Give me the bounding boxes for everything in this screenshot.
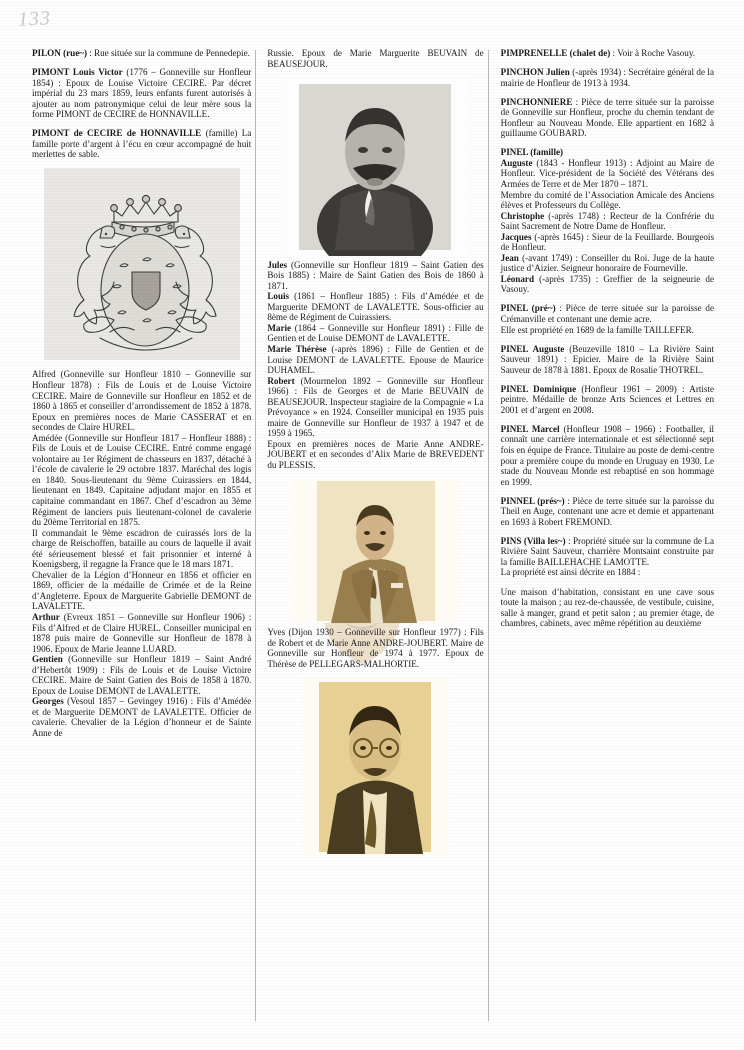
closing-description-paragraph: Une maison d’habitation, consistant en une cave sous toute la maison ; au rez-de-chaussée, de vestibule, cuisine, salle à manger, grand et petit salon ; au premier étage, de chambres, cabinets, avec même répétition au deuxième	[500, 586, 714, 629]
entry-head: PINCHON Julien	[500, 67, 570, 78]
person-pinel-jean	[501, 253, 714, 274]
coat-of-arms-figure	[32, 168, 251, 360]
person-alfred	[32, 369, 251, 432]
person-pinel-jacques	[501, 232, 714, 253]
entry-pinnel-pres	[501, 496, 714, 528]
coat-of-arms-icon	[44, 168, 240, 360]
entry-pinel-famille-head	[501, 147, 714, 158]
page-number-annotation: 133	[17, 7, 52, 31]
column-2-content	[267, 48, 483, 856]
person-text: (Gonneville sur Honfleur 1819 – Saint André d’Hebertôt 1909) : Fils de Louis et de Louise Victoire CECIRE. Maire de Saint Gatien des Bois de 1858 à 1870. Epoux de Louise DEMONT de LAVALETTE.	[32, 654, 252, 696]
person-text: (1861 – Honfleur 1885) : Fils d’Amédée et de Marguerite DEMONT de LAVALETTE. Sous-officier au 8ème de Régiment de Cuirassiers.	[267, 291, 484, 323]
portrait-photo-young-man-glasses	[301, 678, 449, 856]
portrait-photo-man-in-suit	[291, 479, 459, 623]
person-name: Christophe	[500, 210, 545, 221]
column-1	[28, 48, 255, 1023]
entry-body: : Voir à Roche Vasouy.	[610, 48, 696, 58]
person-jules	[267, 260, 483, 292]
person-name: Marie	[267, 322, 292, 333]
person-amedee	[32, 433, 251, 528]
entry-head: PINCHONNIERE	[500, 96, 573, 107]
person-name: Jean	[500, 252, 519, 263]
entry-body: (1776 – Gonneville sur Honfleur 1854) : Epoux de Louise Victoire CECIRE. Par décret impérial du 23 mars 1859, leurs enfants furent autorisés à ajouter au nom patronymique celui de leur mère sous la forme PIMONT de CECIRE de HONNAVILLE.	[32, 67, 252, 120]
portrait-photo-mustached-man	[283, 78, 468, 256]
entry-pilon	[32, 48, 251, 59]
person-name: Yves	[267, 627, 286, 638]
person-text: (Gonneville sur Honfleur 1810 – Gonneville sur Honfleur 1878) : Fils de Louis et de Louise Victoire CECIRE. Maire de Gonneville sur Honfleur en 1852 et de 1860 à 1865 et conseiller d’arrondissement de 1852 à 1878. Epoux en premières noces de Marie CASSERAT et en secondes de Claire HUREL.	[32, 369, 252, 433]
person-text: Chevalier de la Légion d’Honneur en 1856 et officier en 1869, officier de la médaille de Crimée et de la Reine d’Angleterre. Epoux de Marguerite Gabrielle DEMONT de LAVALETTE.	[32, 569, 252, 612]
person-text: Epoux en premières noces de Marie Anne ANDRE-JOUBERT et en secondes d’Alix Marie de BREVEDENT du PLESSIS.	[267, 438, 484, 470]
entry-head: PINEL Dominique	[500, 383, 577, 394]
person-name: Jules	[267, 259, 288, 270]
person-pinel-christophe	[501, 211, 714, 232]
entry-body: (famille) La famille porte d’argent à l’écu en cœur accompagné de huit merlettes de sable.	[32, 128, 252, 160]
person-marie-therese	[267, 344, 483, 376]
person-arthur	[32, 612, 251, 654]
portrait-photo-2-drawing	[291, 479, 459, 623]
portrait-photo-1-drawing	[283, 78, 468, 256]
person-amedee-continued-2	[32, 570, 251, 612]
entry-pinel-auguste	[501, 344, 714, 376]
person-name: Alfred	[32, 369, 56, 380]
entry-pinel-dominique	[501, 384, 714, 416]
person-robert	[267, 376, 483, 439]
person-text: (-après 1735) : Greffier de la seigneurie de Vasouy.	[500, 273, 714, 295]
entry-body: : Pièce de terre située sur la paroisse de Gonneville sur Honfleur, proche du chemin tendant de Honfleur au Nouveau Monde. Elle appartient en 1682 à guillaume GOUBARD.	[500, 96, 714, 139]
person-louis	[267, 291, 483, 323]
entry-body: : Rue située sur la commune de Pennedepie.	[87, 48, 250, 58]
entry-head: PIMONT de CECIRE de HONNAVILLE	[32, 128, 202, 139]
person-text: (-après 1645) : Sieur de la Feuillarde. Bourgeois de Honfleur.	[500, 231, 714, 253]
person-georges	[32, 696, 251, 738]
entry-body: (Beuzeville 1810 – La Rivière Saint Sauveur 1891) : Epicier. Maire de la Rivière Saint Sauveur de 1878 à 1881. Epoux de Rosalie THOTREL.	[500, 343, 714, 375]
person-text: (Gonneville sur Honfleur 1819 – Saint Gatien des Bois 1885) : Maire de Saint Gatien des Bois de 1860 à 1871.	[267, 259, 484, 291]
person-text: (-après 1748) : Recteur de la Confrérie du Saint Sacrement de Notre Dame de Honfleur.	[500, 210, 714, 232]
person-text: (Gonneville sur Honfleur 1817 – Honfleur 1888) : Fils de Louis et de Louise CECIRE. Entré comme engagé volontaire au 1er Régiment de chasseurs en 1837, détaché à l’école de cavalerie le 29 octobre 1837. Maréchal des logis en 1840. Sous-lieutenant du 9ème Cuirassiers en 1844, lieutenant en 1849. Capitaine adjudant major en 1855 et capitaine commandant en 1867. Chef d’escadron au 3ème Régiment de lanciers puis lieutenant-colonel de cavalerie du 20ème Territorial en 1875.	[32, 432, 252, 528]
person-text: Il commandait le 9ème escadron de cuirassés lors de la charge de Reischoffen, bataille au cours de laquelle il avait été sérieusement blessé et fait prisonnier et interné à Koenigsberg, il regagne la France que le 18 mars 1871.	[32, 527, 252, 570]
person-name: Léonard	[500, 273, 535, 284]
entry-head: PINEL Marcel	[500, 423, 560, 434]
person-text: Membre du comité de l’Association Amicale des Anciens élèves et Professeurs du Collège.	[500, 189, 714, 211]
entry-pimont-louis-victor	[32, 67, 251, 120]
entry-pinel-pre-extra: Elle est propriété en 1689 de la famille TAILLEFER.	[500, 324, 694, 335]
person-name: Gentien	[32, 654, 63, 665]
entry-body: (Honfleur 1961 – 2009) : Artiste peintre. Médaille de bronze Arts Sciences et Lettres en 2001 et d’argent en 2008.	[500, 383, 714, 415]
entry-pinel-pre	[501, 303, 714, 324]
person-text: (1843 - Honfleur 1913) : Adjoint au Maire de Honfleur. Vice-président de la Société des Vétérans des Armées de Terre et de Mer 1870 – 1871.	[500, 157, 714, 189]
person-robert-continued	[267, 439, 483, 471]
entry-pinel-marcel	[501, 424, 714, 487]
entry-body: : Pièce de terre située sur la paroisse du Theil en Auge, contenant une acre et demie et appartenant en 1693 à Robert FREMOND.	[500, 495, 714, 527]
entry-pins-villa-les	[501, 536, 714, 568]
person-marie	[267, 323, 483, 344]
person-text: (-avant 1749) : Conseiller du Roi. Juge de la haute justice d’Aizier. Seigneur honoraire de Fourneville.	[500, 252, 714, 274]
person-text: (Mourmelon 1892 – Gonneville sur Honfleur 1966) : Fils de Georges et de Marie BEUVAIN de BEAUSEJOUR. Inspecteur stagiaire de la Compagnie « La Prévoyance » en 1924. Conseiller municipal en 1935 puis maire de Gonneville sur Honfleur de 1937 à 1947 et de 1959 à 1965.	[267, 375, 484, 439]
person-text: (Vesoul 1857 – Gevingey 1916) : Fils d’Amédée et de Marguerite DEMONT de LAVALETTE. Officier de cavalerie. Chevalier de la Légion d’honneur et de Sainte Anne de	[32, 696, 252, 739]
entry-head: PINEL (famille)	[500, 147, 564, 158]
entry-head: PINS (Villa les~)	[500, 535, 566, 546]
person-name: Louis	[267, 291, 290, 302]
person-name: Amédée	[32, 432, 63, 443]
column-3	[489, 48, 718, 1023]
person-name: Robert	[267, 375, 295, 386]
person-text: (-après 1896) : Fille de Gentien et de Louise DEMONT de LAVALETTE. Epouse de Maurice DUHAMEL.	[267, 343, 484, 376]
person-yves	[267, 627, 483, 669]
entry-head: PIMONT Louis Victor	[32, 67, 123, 78]
entry-body: (-après 1934) : Secrétaire général de la mairie de Honfleur de 1913 à 1934.	[500, 67, 714, 88]
entry-head: PINEL (pré~)	[500, 303, 556, 314]
entry-body: : Propriété située sur la commune de La Rivière Saint Sauveur, charrière Montsaint construite par la famille BAILLEHACHE LAMOTTE.	[500, 535, 714, 567]
continuation-from-column-1: Russie. Epoux de Marie Marguerite BEUVAIN de BEAUSEJOUR.	[267, 48, 484, 69]
coat-of-arms-drawing	[44, 168, 240, 360]
person-gentien	[32, 654, 251, 696]
person-text: (Evreux 1851 – Gonneville sur Honfleur 1906) : Fils d’Alfred et de Claire HUREL. Conseiller municipal en 1878 puis maire de Gonneville sur Honfleur de 1878 à 1906. Epoux de Marie Jeanne LUARD.	[32, 612, 252, 654]
person-text: (1864 – Gonneville sur Honfleur 1891) : Fille de Gentien et de Louise DEMONT de LAVALETTE.	[267, 322, 484, 344]
person-name: Auguste	[500, 157, 533, 168]
person-pinel-auguste-continued	[501, 190, 714, 211]
entry-head: PINEL Auguste	[500, 343, 565, 354]
entry-pins-villa-les-extra: La propriété est ainsi décrite en 1884 :	[500, 567, 641, 578]
entry-pimont-de-cecire-de-honnaville	[32, 128, 251, 160]
entry-head: PINNEL (prés~)	[500, 495, 565, 506]
three-column-text-body	[28, 48, 718, 1023]
entry-head: PILON (rue~)	[32, 48, 87, 58]
column-2	[256, 48, 487, 1023]
person-name: Marie Thérèse	[267, 343, 327, 354]
portrait-photo-3-drawing	[301, 678, 449, 856]
person-pinel-auguste	[501, 158, 714, 190]
person-name: Jacques	[500, 231, 532, 242]
entry-body: (Honfleur 1908 – 1966) : Footballer, il connaît une carrière internationale et est sélectionné sept fois en équipe de France. Titulaire au poste de demi-centre pour a première coupe du monde en Uruguay en 1930. Le stade du Nouveau Monde est rebaptisé en son hommage en 1999.	[500, 423, 714, 487]
person-amedee-continued-1	[32, 528, 251, 570]
person-pinel-leonard	[501, 274, 714, 295]
person-name: Arthur	[32, 612, 60, 622]
person-name: Georges	[32, 696, 64, 707]
entry-pinchonniere	[501, 97, 714, 139]
person-text: (Dijon 1930 – Gonneville sur Honfleur 1977) : Fils de Robert et de Marie Anne ANDRE-JOUBERT. Maire de Gonneville sur Honfleur de 1974 à 1977. Epoux de Thérèse de PELLEGARS-MALHORTIE.	[267, 627, 484, 669]
entry-pimprenelle	[501, 48, 714, 59]
entry-pinchon-julien	[501, 67, 714, 88]
entry-body: : Pièce de terre située sur la paroisse de Crémanville et contenant une demie acre.	[500, 303, 714, 325]
entry-head: PIMPRENELLE (chalet de)	[500, 48, 611, 58]
